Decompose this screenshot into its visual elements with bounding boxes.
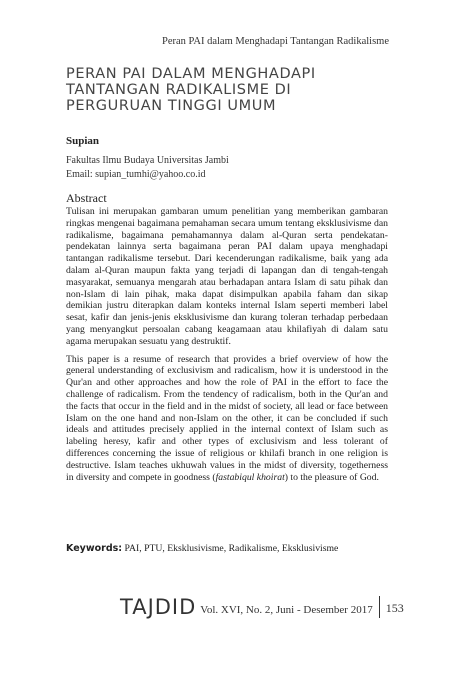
affiliation: Fakultas Ilmu Budaya Universitas Jambi [66, 155, 229, 166]
page-footer [120, 595, 404, 619]
author-name: Supian [66, 135, 100, 147]
abstract-english-text: This paper is a resume of research that provides a brief overview of how the general understanding of exclusivism and radicalism, how it is understood in the Qur'an and other approaches and how the role of PAI in the effort to face the challenge of radicalism. From the tendency of radicalism, both in the Qur'an and the facts that occur in the field and in the midst of society, all lead or face between Islam on the one hand and non-Islam on the other, it can be concluded if such ideals and attitudes precisely applied in the internal context of Islam such as labeling heresy, kafir and other types of exclusivism and less tolerant of differences concerning the issue of religious or khilafi branch in one religion is destructive. Islam teaches ukhuwah values in the midst of diversity, togetherness in diversity and compete in goodness ( [66, 353, 388, 483]
abstract-english-text-end: ) to the pleasure of God. [284, 471, 379, 483]
running-head: Peran PAI dalam Menghadapi Tantangan Radikalisme [161, 36, 389, 47]
article-title [66, 66, 386, 114]
volume-info: Vol. XVI, No. 2, Juni - Desember 2017 [200, 604, 373, 616]
footer-divider [379, 596, 380, 618]
page-number: 153 [385, 601, 404, 615]
title-line: PERGURUAN TINGGI UMUM [66, 98, 277, 114]
keywords-line [66, 543, 388, 555]
title-line: TANTANGAN RADIKALISME DI [66, 82, 292, 98]
abstract-english-italic: fastabiqul khoirat [215, 471, 285, 483]
keywords-label: Keywords: [66, 543, 123, 554]
email: Email: supian_tumhi@yahoo.co.id [66, 169, 206, 180]
journal-name: TAJDID [120, 595, 197, 619]
abstract-heading: Abstract [66, 191, 107, 205]
abstract-english [66, 354, 388, 484]
keywords-list: PAI, PTU, Eksklusivisme, Radikalisme, Eksklusivisme [124, 543, 339, 554]
abstract-body [66, 206, 388, 489]
author-affiliation-block [66, 154, 229, 182]
title-line: PERAN PAI DALAM MENGHADAPI [66, 66, 316, 82]
abstract-indonesian: Tulisan ini merupakan gambaran umum penelitian yang memberikan gambaran ringkas mengenai bagaimana pemahaman secara umum tentang eksklusivisme dan radikalisme, bagaimana pemahamannya dalam al-Quran serta pendekatan-pendekatan lainnya serta bagaimana peran PAI dalam upaya menghadapi tantangan radikalisme tersebut. Dari kecenderungan radikalisme, baik yang ada dalam al-Quran maupun fakta yang terjadi di lapangan dan di tengah-tengah masyarakat, semuanya mengarah atau berhadapan antara Islam di satu pihak dan non-Islam di lain pihak, maka dapat disimpulkan apabila faham dan sikap demikian justru diterapkan dalam konteks internal Islam seperti memberi label sesat, kafir dan jenis-jenis eksklusivisme dan kurang toleran terhadap perbedaan yang menyangkut persoalan cabang keagamaan atau khilafiyah di dalam satu agama merupakan sesuatu yang destruktif. [66, 206, 388, 347]
